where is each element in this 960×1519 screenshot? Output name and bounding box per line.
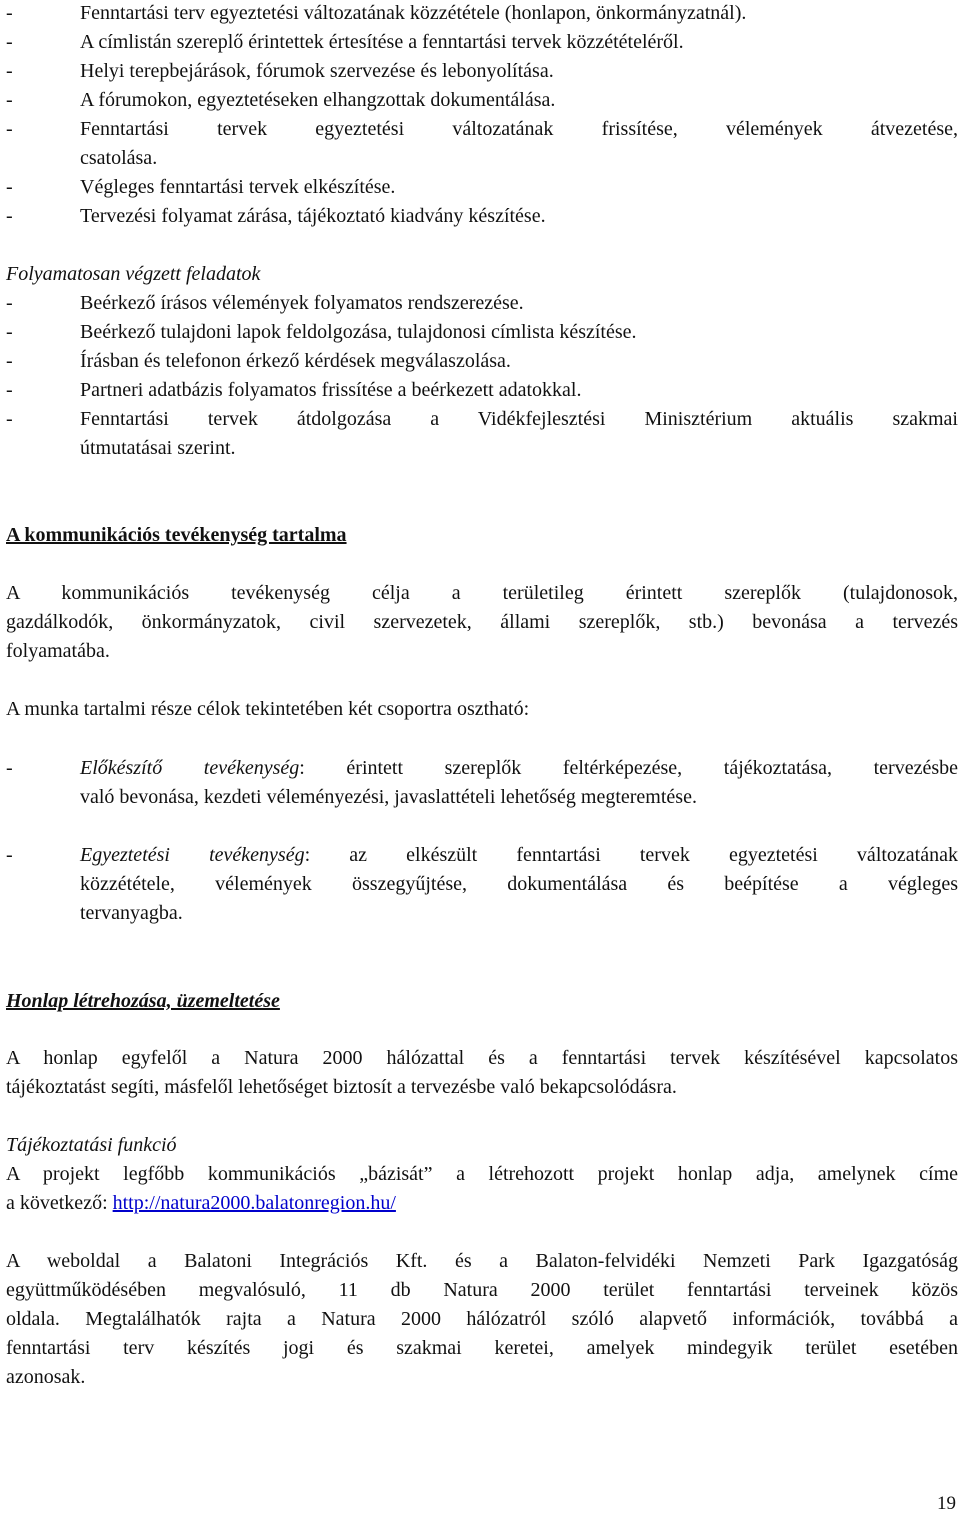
list-item-text: Fenntartási tervek egyeztetési változatának frissítése, vélemények átvezetése,	[80, 118, 958, 140]
section-heading-website: Honlap létrehozása, üzemeltetése	[6, 990, 280, 1012]
list-item-text: útmutatásai szerint.	[80, 437, 236, 459]
list-dash: -	[6, 2, 13, 24]
website-link[interactable]: http://natura2000.balatonregion.hu/	[112, 1192, 396, 1214]
list-dash: -	[6, 205, 13, 227]
list-dash: -	[6, 89, 13, 111]
list-dash: -	[6, 321, 13, 343]
list-item-text: Tervezési folyamat zárása, tájékoztató kiadvány készítése.	[80, 205, 546, 227]
list-dash: -	[6, 60, 13, 82]
term-description: : az elkészült fenntartási tervek egyeztetési változatának	[304, 844, 958, 866]
paragraph-line: együttműködésében megvalósuló, 11 db Natura 2000 terület fenntartási terveinek közös	[6, 1279, 958, 1301]
list-item-text: Beérkező írásos vélemények folyamatos rendszerezése.	[80, 292, 524, 314]
list-dash: -	[6, 292, 13, 314]
paragraph-line	[6, 1191, 396, 1215]
list-item-text: tervanyagba.	[80, 902, 183, 924]
paragraph-line: tájékoztatást segíti, másfelől lehetőséget biztosít a tervezésbe való bekapcsolódásra.	[6, 1076, 677, 1098]
list-dash: -	[6, 757, 13, 779]
paragraph-line: A kommunikációs tevékenység célja a területileg érintett szereplők (tulajdonosok,	[6, 582, 958, 604]
continuous-tasks-heading: Folyamatosan végzett feladatok	[6, 263, 261, 285]
paragraph-line: A projekt legfőbb kommunikációs „bázisát” a létrehozott projekt honlap adja, amelynek címe	[6, 1163, 958, 1185]
list-item-text: Fenntartási terv egyeztetési változatának közzététele (honlapon, önkormányzatnál).	[80, 2, 747, 24]
list-item-text: Fenntartási tervek átdolgozása a Vidékfejlesztési Minisztérium aktuális szakmai	[80, 408, 958, 430]
url-prefix: a következő:	[6, 1192, 113, 1214]
paragraph-line: A honlap egyfelől a Natura 2000 hálózattal és a fenntartási tervek készítésével kapcsolatos	[6, 1047, 958, 1069]
paragraph-line: fenntartási terv készítés jogi és szakmai keretei, amelyek mindegyik terület esetében	[6, 1337, 958, 1359]
list-dash: -	[6, 844, 13, 866]
list-item-text: Írásban és telefonon érkező kérdések megválaszolása.	[80, 350, 511, 372]
list-item-text	[80, 843, 958, 867]
list-item-text: Végleges fenntartási tervek elkészítése.	[80, 176, 396, 198]
list-item-text: Partneri adatbázis folyamatos frissítése a beérkezett adatokkal.	[80, 379, 582, 401]
list-dash: -	[6, 379, 13, 401]
list-dash: -	[6, 31, 13, 53]
term-consultation: Egyeztetési tevékenység	[80, 844, 305, 866]
paragraph-line: azonosak.	[6, 1366, 86, 1388]
term-description: : érintett szereplők feltérképezése, tájékoztatása, tervezésbe	[299, 757, 958, 779]
list-dash: -	[6, 118, 13, 140]
paragraph-line: folyamatába.	[6, 640, 110, 662]
paragraph-line: A munka tartalmi része célok tekintetében két csoportra osztható:	[6, 698, 530, 720]
list-item-text: Helyi terepbejárások, fórumok szervezése és lebonyolítása.	[80, 60, 554, 82]
paragraph-line: oldala. Megtalálhatók rajta a Natura 2000 hálózatról szóló alapvető információk, továbbá a	[6, 1308, 958, 1330]
section-heading-communication: A kommunikációs tevékenység tartalma	[6, 524, 347, 546]
list-item-text: való bevonása, kezdeti véleményezési, javaslattételi lehetőség megteremtése.	[80, 786, 697, 808]
page-number: 19	[937, 1493, 956, 1514]
list-item-text: közzététele, vélemények összegyűjtése, dokumentálása és beépítése a végleges	[80, 873, 958, 895]
list-item-text: A fórumokon, egyeztetéseken elhangzottak dokumentálása.	[80, 89, 556, 111]
list-dash: -	[6, 408, 13, 430]
list-item-text	[80, 756, 958, 780]
subheading-info-function: Tájékoztatási funkció	[6, 1134, 177, 1156]
term-preparatory: Előkészítő tevékenység	[80, 757, 300, 779]
paragraph-line: A weboldal a Balatoni Integrációs Kft. és a Balaton-felvidéki Nemzeti Park Igazgatóság	[6, 1250, 958, 1272]
list-dash: -	[6, 176, 13, 198]
paragraph-line: gazdálkodók, önkormányzatok, civil szervezetek, állami szereplők, stb.) bevonása a tervezés	[6, 611, 958, 633]
list-item-text: Beérkező tulajdoni lapok feldolgozása, tulajdonosi címlista készítése.	[80, 321, 637, 343]
list-item-text: A címlistán szereplő érintettek értesítése a fenntartási tervek közzétételéről.	[80, 31, 684, 53]
list-item-text: csatolása.	[80, 147, 158, 169]
list-dash: -	[6, 350, 13, 372]
